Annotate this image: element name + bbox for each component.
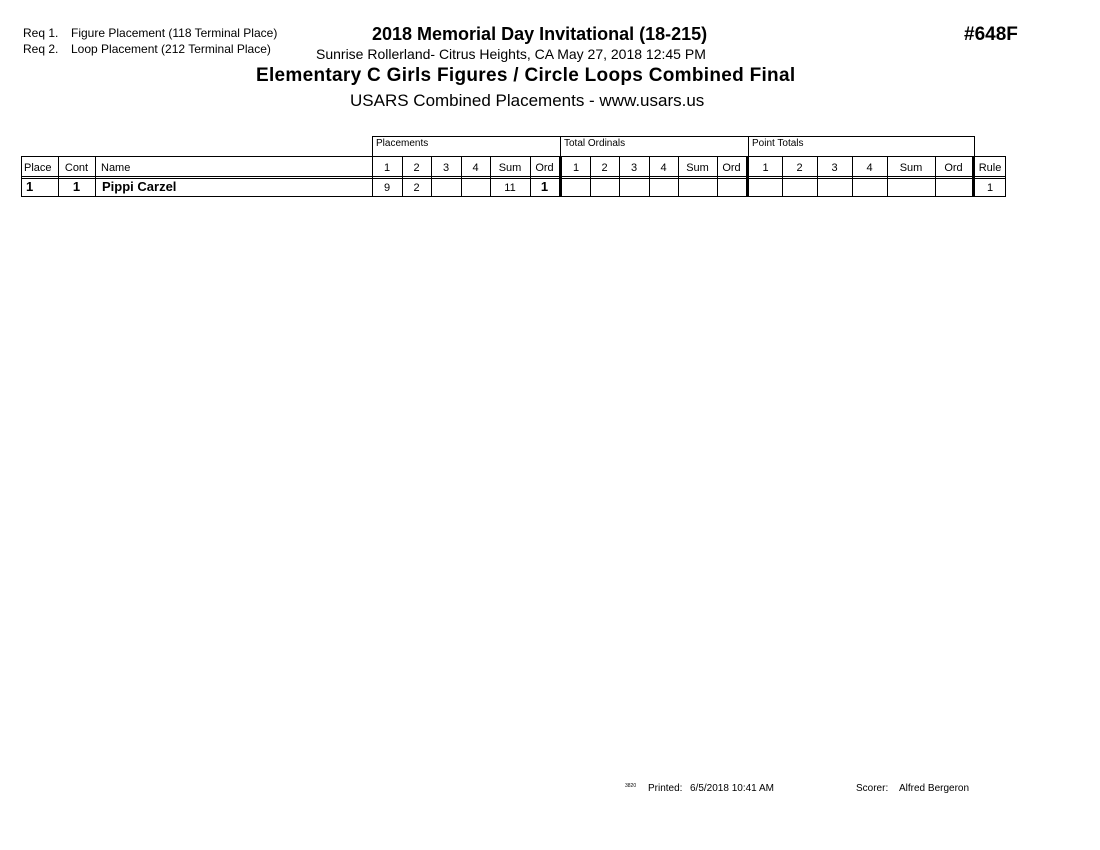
- col-placements-4: 4: [472, 162, 479, 174]
- competition-location: Sunrise Rollerland- Citrus Heights, CA May 27, 2018 12:45 PM: [316, 46, 706, 62]
- col-placements-sum: Sum: [498, 162, 522, 174]
- scorer-value: Alfred Bergeron: [899, 783, 970, 794]
- col-ordinals-4: 4: [660, 162, 667, 174]
- col-points-3: 3: [831, 162, 838, 174]
- requirement-1-text: Figure Placement (118 Terminal Place): [71, 26, 278, 40]
- competition-title: 2018 Memorial Day Invitational (18-215): [372, 24, 708, 44]
- requirement-2-number: Req 2.: [23, 42, 59, 56]
- col-ordinals-2: 2: [601, 162, 608, 174]
- col-ordinals-1: 1: [572, 162, 580, 174]
- row-name: Pippi Carzel: [102, 179, 177, 194]
- placement-subtitle: USARS Combined Placements - www.usars.us: [350, 91, 705, 110]
- col-placements-ord: Ord: [535, 162, 554, 174]
- col-placements-1: 1: [383, 162, 391, 174]
- event-title: Elementary C Girls Figures / Circle Loops Combined Final: [256, 65, 796, 86]
- row-placements-ord: 1: [540, 179, 549, 194]
- col-points-ord: Ord: [944, 162, 963, 174]
- col-placements-3: 3: [442, 162, 450, 174]
- printed-value: 6/5/2018 10:41 AM: [690, 783, 774, 794]
- col-cont: Cont: [64, 162, 89, 174]
- requirement-2-text: Loop Placement (212 Terminal Place): [71, 42, 271, 56]
- col-points-2: 2: [796, 162, 803, 174]
- row-place: 1: [26, 179, 34, 194]
- row-cont: 1: [72, 179, 81, 194]
- group-placements: Placements: [376, 138, 429, 149]
- scorer-label: Scorer:: [856, 783, 889, 794]
- footer-mark: 3820: [625, 783, 637, 789]
- row-placements-2: 2: [413, 182, 420, 194]
- row-placements-sum: 11: [504, 182, 516, 194]
- col-ordinals-ord: Ord: [722, 162, 741, 174]
- printed-label: Printed:: [648, 783, 683, 794]
- col-rule: Rule: [978, 162, 1002, 174]
- col-placements-2: 2: [413, 162, 420, 174]
- group-point-totals: Point Totals: [752, 138, 804, 149]
- col-place: Place: [24, 162, 52, 174]
- row-placements-1: 9: [383, 182, 391, 194]
- col-ordinals-3: 3: [630, 162, 638, 174]
- requirement-1-number: Req 1.: [23, 26, 59, 40]
- row-rule: 1: [986, 182, 994, 194]
- event-code: #648F: [964, 24, 1018, 45]
- col-points-sum: Sum: [899, 162, 923, 174]
- col-ordinals-sum: Sum: [686, 162, 709, 174]
- col-points-1: 1: [762, 162, 769, 174]
- col-points-4: 4: [866, 162, 873, 174]
- group-total-ordinals: Total Ordinals: [564, 138, 626, 149]
- col-name: Name: [101, 162, 131, 174]
